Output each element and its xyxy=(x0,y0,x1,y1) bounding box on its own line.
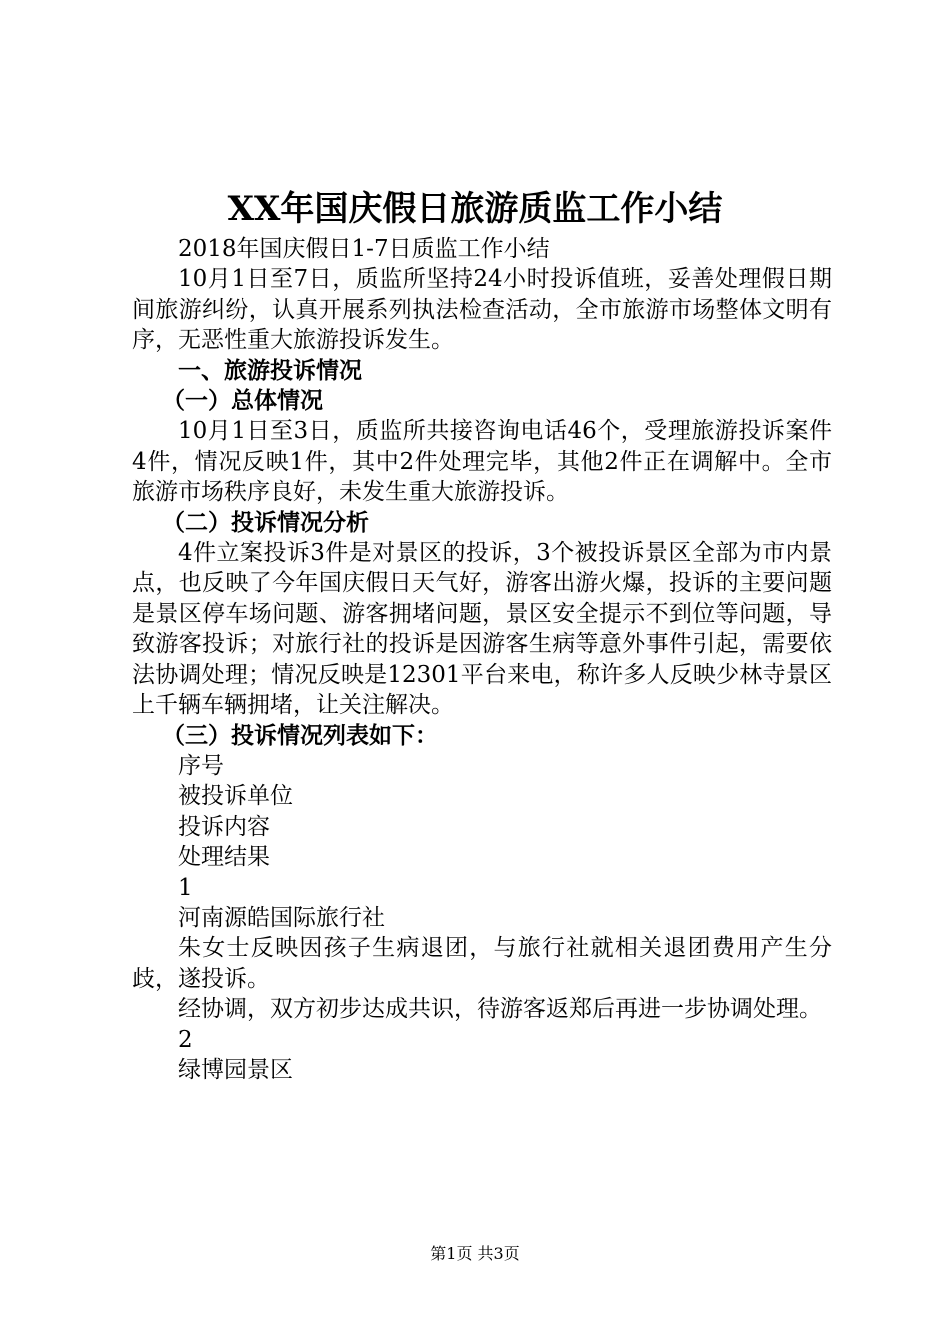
table-row xyxy=(132,1025,832,1086)
table-cell-content: 朱女士反映因孩子生病退团，与旅行社就相关退团费用产生分歧，遂投诉。 xyxy=(132,935,832,992)
page-footer: 第1页 共3页 xyxy=(430,1244,520,1263)
section-heading-1: 一、旅游投诉情况 xyxy=(178,356,362,384)
table-cell-no: 2 xyxy=(178,1026,193,1053)
paragraph-analysis: 4件立案投诉3件是对景区的投诉，3个被投诉景区全部为市内景点，也反映了今年国庆假日天气好，游客出游火爆，投诉的主要问题是景区停车场问题、游客拥堵问题，景区安全提示不到位等问题，导致游客投诉；对旅行社的投诉是因游客生病等意外事件引起，需要依法协调处理；情况反映是12301平台来电，称许多人反映少林寺景区上千辆车辆拥堵，让关注解决。 xyxy=(132,540,832,719)
table-cell-result: 经协调，双方初步达成共识，待游客返郑后再进一步协调处理。 xyxy=(178,996,822,1023)
paragraph-overall: 10月1日至3日，质监所共接咨询电话46个，受理旅游投诉案件4件，情况反映1件，其中2件处理完毕，其他2件正在调解中。全市旅游市场秩序良好，未发生重大旅游投诉。 xyxy=(132,418,832,506)
subsection-heading-1: （一）总体情况 xyxy=(162,387,323,415)
intro-paragraph: 10月1日至7日，质监所坚持24小时投诉值班，妥善处理假日期间旅游纠纷，认真开展系列执法检查活动，全市旅游市场整体文明有序，无恶性重大旅游投诉发生。 xyxy=(132,266,832,354)
table-row xyxy=(132,873,832,1025)
document-body xyxy=(132,234,832,1085)
subsection-heading-3: （三）投诉情况列表如下： xyxy=(162,721,438,749)
subsection-heading-2: （二）投诉情况分析 xyxy=(162,508,369,536)
table-cell-unit: 绿博园景区 xyxy=(178,1056,293,1083)
table-header-content: 投诉内容 xyxy=(178,813,270,840)
complaint-table xyxy=(132,751,832,1085)
table-cell-unit: 河南源皓国际旅行社 xyxy=(178,904,385,931)
table-header-unit: 被投诉单位 xyxy=(178,783,293,810)
document-title: XX年国庆假日旅游质监工作小结 xyxy=(227,189,723,229)
document-subtitle: 2018年国庆假日1-7日质监工作小结 xyxy=(178,236,550,262)
table-header-result: 处理结果 xyxy=(178,844,270,871)
table-cell-no: 1 xyxy=(178,874,193,901)
table-header-no: 序号 xyxy=(178,752,224,779)
